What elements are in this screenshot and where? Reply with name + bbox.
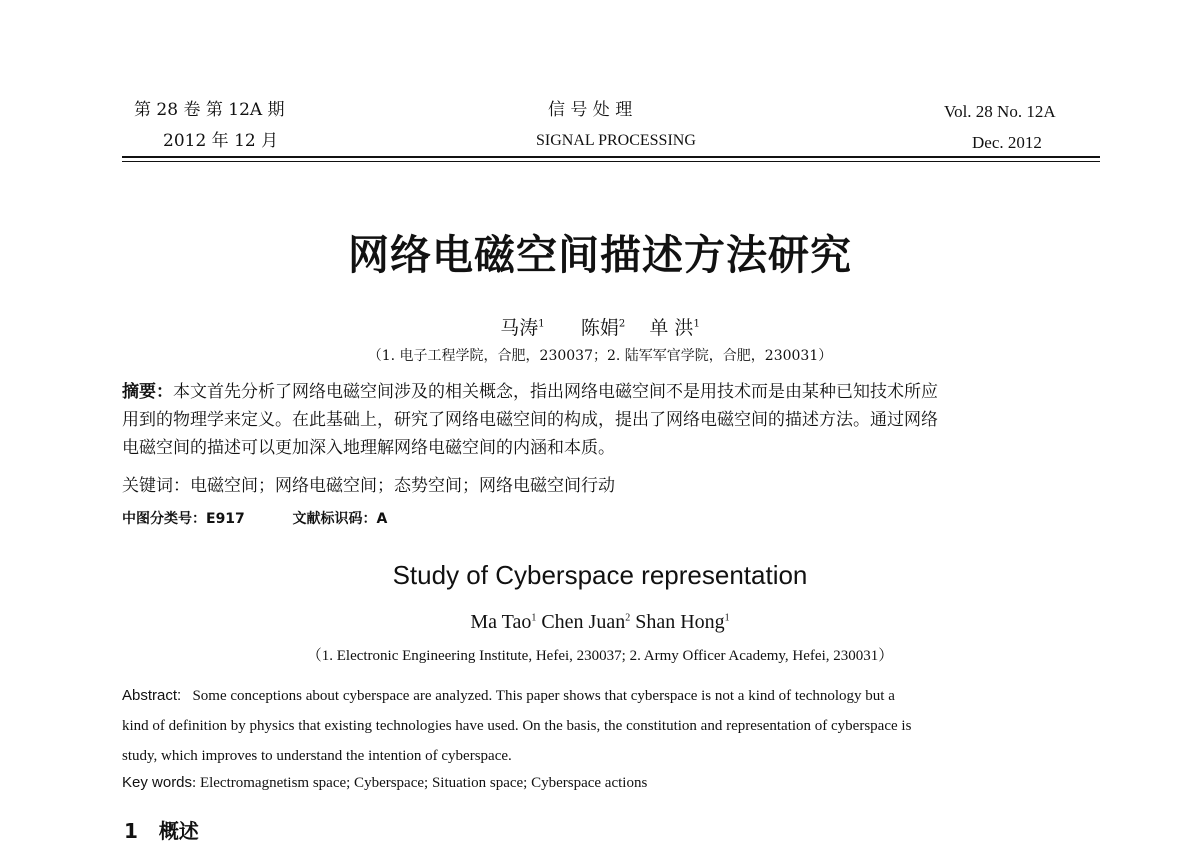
abstract-en-label: Abstract: [122,687,182,704]
authors-en [0,611,1200,634]
abstract-cn-label: 摘要： [122,382,173,402]
classification-line [122,508,387,528]
author-sup: 1 [693,318,700,330]
classification-value: E917 [206,511,245,527]
doc-code-value: A [376,511,388,527]
journal-volume-en: Vol. 28 No. 12A [944,102,1056,121]
abstract-en-line: study, which improves to understand the intention of cyberspace. [122,748,512,764]
author-en: Ma Tao [470,611,532,633]
abstract-en-line: kind of definition by physics that existing technologies have used. On the basis, the constitution and representation of cyberspace is [122,718,912,734]
keywords-cn-label: 关键词： [122,476,190,496]
abstract-en [122,681,1112,771]
abstract-cn-line: 电磁空间的描述可以更加深入地理解网络电磁空间的内涵和本质。 [122,438,615,458]
journal-date-en: Dec. 2012 [972,133,1042,152]
header-rule-thick [122,156,1100,158]
affiliation-cn: （1. 电子工程学院，合肥，230037；2. 陆军军官学院，合肥，230031） [367,348,833,364]
author-sup: 2 [618,318,626,330]
affiliation-en: （1. Electronic Engineering Institute, Hefei, 230037; 2. Army Officer Academy, Hefei, 230031） [306,648,894,664]
abstract-cn-line: 用到的物理学来定义。在此基础上，研究了网络电磁空间的构成，提出了网络电磁空间的描述方法。通过网络 [122,410,938,430]
classification-label: 中图分类号： [122,511,206,527]
author-en: Shan Hong [635,611,725,633]
paper-title-cn: 网络电磁空间描述方法研究 [348,231,852,279]
keywords-en-text: : Electromagnetism space; Cyberspace; Situation space; Cyberspace actions [192,775,648,791]
keywords-en [122,774,647,792]
author-sup: 2 [625,612,631,624]
header-rule-thin [122,161,1100,162]
author-cn: 马涛 [500,317,539,339]
author-en: Chen Juan [541,611,626,633]
authors-cn [0,313,1200,340]
paper-title-en: Study of Cyberspace representation [392,560,808,590]
section-title: 概述 [158,819,199,843]
keywords-en-label: Key words [122,774,193,791]
keywords-cn-text: 电磁空间；网络电磁空间；态势空间；网络电磁空间行动 [190,476,615,496]
doc-code-label: 文献标识码： [292,511,377,527]
author-sup: 1 [724,612,730,624]
author-sup: 1 [538,318,545,330]
abstract-cn [122,378,1112,462]
section-number: 1 [124,819,138,843]
author-sup: 1 [531,612,537,624]
abstract-cn-line: 本文首先分析了网络电磁空间涉及的相关概念，指出网络电磁空间不是用技术而是由某种已知技术所应 [173,382,938,402]
journal-volume-issue: 第 28 卷 第 12A 期 [134,100,285,120]
journal-name-cn: 信 号 处 理 [548,100,633,120]
journal-date-cn: 2012 年 12 月 [163,131,279,151]
section-heading [124,815,199,844]
author-cn: 陈娟 [580,317,619,339]
author-cn: 单 洪 [649,317,694,339]
keywords-cn [122,472,615,500]
abstract-en-line: Some conceptions about cyberspace are analyzed. This paper shows that cyberspace is not a kind of technology but a [192,688,895,704]
journal-name-en: SIGNAL PROCESSING [536,132,696,149]
